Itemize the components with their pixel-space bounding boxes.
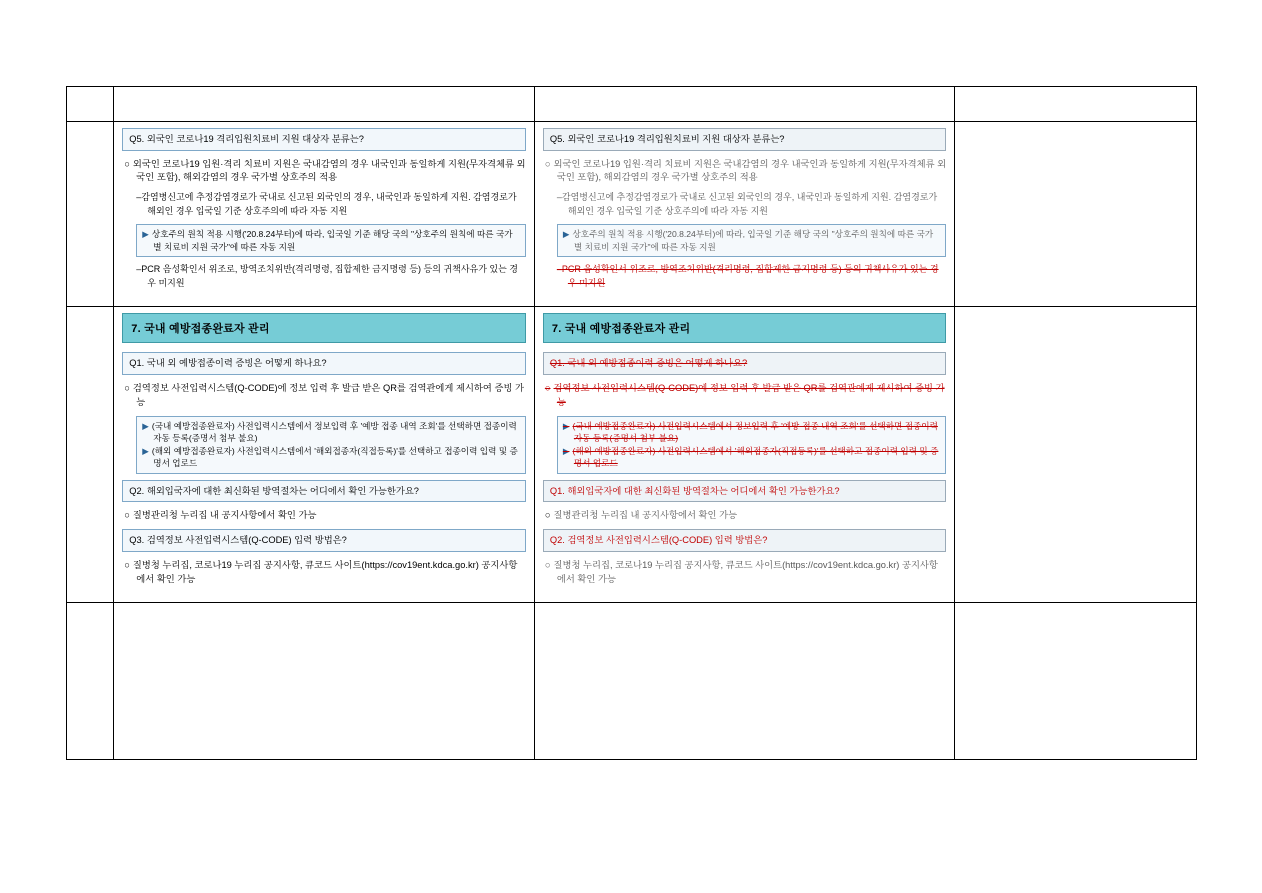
row2-revised-cell <box>534 307 955 603</box>
question-q5-label-revised: Q5. 외국인 코로나19 격리입원치료비 지원 대상자 분류는? <box>543 128 947 151</box>
dash-marker: – <box>556 192 562 203</box>
triangle-icon: ▶ <box>142 229 149 240</box>
question-q5-label: Q5. 외국인 코로나19 격리입원치료비 지원 대상자 분류는? <box>122 128 526 151</box>
row3-revised-cell <box>534 603 955 760</box>
bullet-item-struck: ○ 검역정보 사전입력시스템(Q-CODE)에 정보 입력 후 발급 받은 QR를 검역관에게 제시하여 증빙 가능 <box>544 382 945 407</box>
section-title-revised: 7. 국내 예방접종완료자 관리 <box>543 313 947 343</box>
question-q1-label-struck: Q1. 국내 외 예방접종이력 증빙은 어떻게 하나요? <box>543 352 947 375</box>
bullet-item: ○ 검역정보 사전입력시스템(Q-CODE)에 정보 입력 후 발급 받은 QR를 검역관에게 제시하여 증빙 가능 <box>124 382 524 407</box>
question-q3-label-revised: Q2. 검역정보 사전입력시스템(Q-CODE) 입력 방법은? <box>543 529 947 552</box>
triangle-icon: ▶ <box>562 229 570 240</box>
header-cell-notes <box>955 87 1197 122</box>
note-box-struck: ▶ (국내 예방접종완료자) 사전입력시스템에서 정보입력 후 '예방·접종 내역 조회'를 선택하면 접종이력 자동 등록(증명서 첨부 불요) ▶ (해외 예방접종완료자) 사전입력시스템에서 '해외접종자(직접등록)'를 선택하고 접종이력 입력 및 증명서 업로드 <box>557 416 947 474</box>
row1-current-cell <box>114 122 535 307</box>
row3-index-cell <box>67 603 114 760</box>
table-row-empty <box>67 603 1197 760</box>
row3-notes-cell <box>955 603 1197 760</box>
header-cell-revised <box>534 87 955 122</box>
row2-notes-cell <box>955 307 1197 603</box>
bullet-item: ○ 질병청 누리집, 코로나19 누리집 공지사항, 큐코드 사이트(https://cov19ent.kdca.go.kr) 공지사항에서 확인 가능 <box>124 559 518 584</box>
question-q1-label: Q1. 국내 외 예방접종이력 증빙은 어떻게 하나요? <box>122 352 526 375</box>
row1-notes-cell <box>955 122 1197 307</box>
circle-marker: ○ <box>544 559 551 570</box>
dash-item: –PCR 음성확인서 위조로, 방역조치위반(격리명령, 집합제한 금지명령 등) 등의 귀책사유가 있는 경우 미지원 <box>136 264 518 288</box>
question-q2-label-revised: Q1. 해외입국자에 대한 최신화된 방역절차는 어디에서 확인 가능한가요? <box>543 480 947 503</box>
circle-marker: ○ <box>544 382 551 393</box>
bullet-item: ○ 외국인 코로나19 입원·격리 치료비 지원은 국내감염의 경우 내국인과 동일하게 지원(무자격체류 외국인 포함), 해외감염의 경우 국가별 상호주의 적용 <box>544 158 947 183</box>
triangle-icon: ▶ <box>142 445 149 456</box>
row3-current-cell <box>114 603 535 760</box>
bullet-item: ○ 질병관리청 누리집 내 공지사항에서 확인 가능 <box>124 510 317 521</box>
question-q3-label: Q3. 검역정보 사전입력시스템(Q-CODE) 입력 방법은? <box>122 529 526 552</box>
question-q2-label: Q2. 해외입국자에 대한 최신화된 방역절차는 어디에서 확인 가능한가요? <box>122 480 526 503</box>
dash-marker: – <box>136 192 142 203</box>
row2-current-cell <box>114 307 535 603</box>
circle-marker: ○ <box>544 158 551 169</box>
triangle-icon: ▶ <box>142 420 149 431</box>
comparison-table <box>66 86 1197 760</box>
note-box: ▶ (국내 예방접종완료자) 사전입력시스템에서 정보입력 후 '예방 접종 내역 조회'를 선택하면 접종이력 자동 등록(증명서 첨부 불요) ▶ (해외 예방접종완료자) 사전입력시스템에서 '해외접종자(직접등록)'를 선택하고 접종이력 입력 및 증명서 업로드 <box>136 416 526 474</box>
dash-item-struck: –PCR 음성확인서 위조로, 방역조치위반(격리명령, 집합제한 금지명령 등) 등의 귀책사유가 있는 경우 미지원 <box>556 264 939 288</box>
circle-marker: ○ <box>544 510 551 521</box>
row2-index-cell <box>67 307 114 603</box>
row1-revised-cell <box>534 122 955 307</box>
note-box: ▶ 상호주의 원칙 적용 시행('20.8.24부터)에 따라, 입국일 기준 해당 국의 "상호주의 원칙에 따른 국가별 치료비 지원 국가"에 따른 자동 지원 <box>136 224 526 257</box>
bullet-item: ○ 외국인 코로나19 입원·격리 치료비 지원은 국내감염의 경우 내국인과 동일하게 지원(무자격체류 외국인 포함), 해외감염의 경우 국가별 상호주의 적용 <box>124 158 526 183</box>
circle-marker: ○ <box>124 510 130 521</box>
header-cell-index <box>67 87 114 122</box>
table-row <box>67 307 1197 603</box>
table-header-row <box>67 87 1197 122</box>
note-box: ▶ 상호주의 원칙 적용 시행('20.8.24부터)에 따라, 입국일 기준 해당 국의 "상호주의 원칙에 따른 국가별 치료비 지원 국가"에 따른 자동 지원 <box>557 224 947 257</box>
bullet-item: ○ 질병청 누리집, 코로나19 누리집 공지사항, 큐코드 사이트(https://cov19ent.kdca.go.kr) 공지사항에서 확인 가능 <box>544 559 938 584</box>
bullet-item: ○ 질병관리청 누리집 내 공지사항에서 확인 가능 <box>544 510 738 521</box>
circle-marker: ○ <box>124 382 130 393</box>
dash-marker: – <box>136 264 142 275</box>
circle-marker: ○ <box>124 559 130 570</box>
dash-item: –감염병신고에 추정감염경로가 국내로 신고된 외국인의 경우, 내국인과 동일하게 지원. 감염경로가 해외인 경우 입국일 기준 상호주의에 따라 자동 지원 <box>556 192 938 216</box>
triangle-icon: ▶ <box>562 445 570 456</box>
section-title: 7. 국내 예방접종완료자 관리 <box>122 313 526 343</box>
triangle-icon: ▶ <box>562 420 570 431</box>
dash-marker: – <box>556 264 562 275</box>
header-cell-current <box>114 87 535 122</box>
dash-item: –감염병신고에 추정감염경로가 국내로 신고된 외국인의 경우, 내국인과 동일하게 지원. 감염경로가 해외인 경우 입국일 기준 상호주의에 따라 자동 지원 <box>136 192 517 216</box>
circle-marker: ○ <box>124 158 130 169</box>
row1-index-cell <box>67 122 114 307</box>
table-row <box>67 122 1197 307</box>
